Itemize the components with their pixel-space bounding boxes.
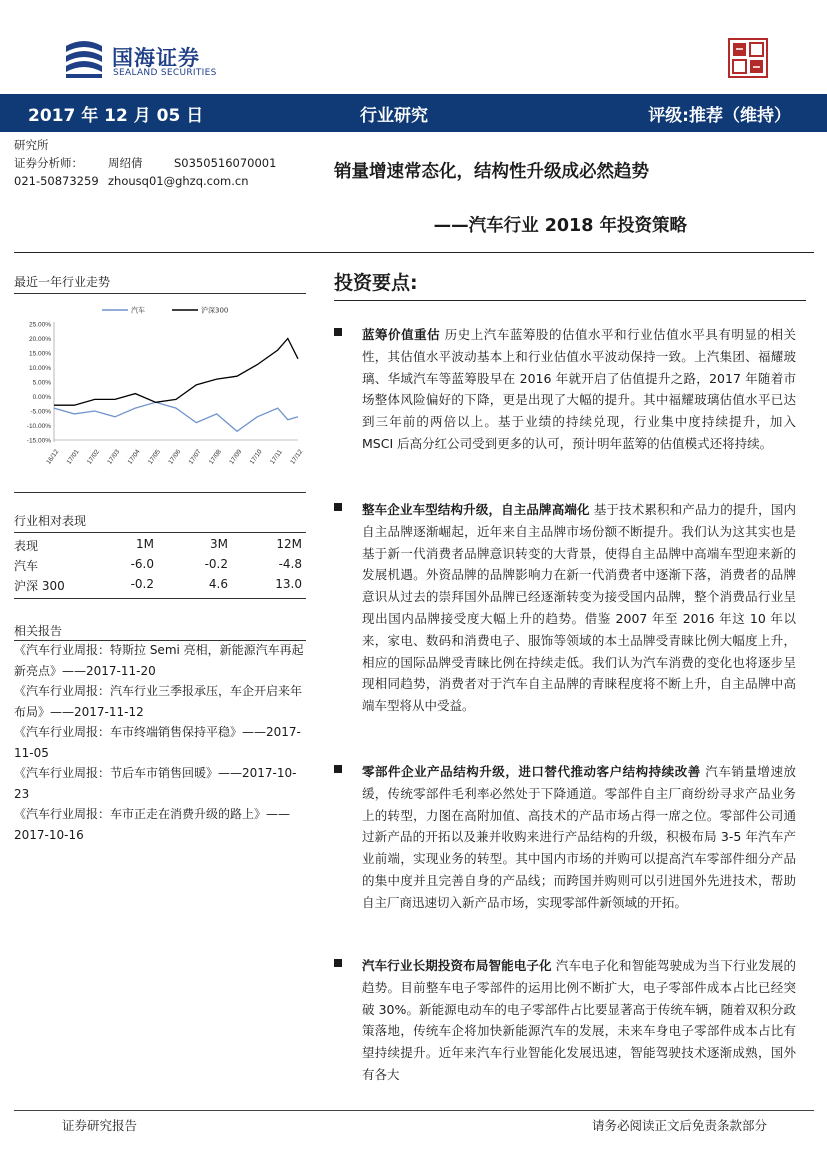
table-header-cell: 1M bbox=[136, 537, 154, 551]
highlight-lead: 蓝筹价值重估 bbox=[362, 327, 441, 342]
y-tick-label: -10.00% bbox=[26, 423, 51, 430]
y-tick-label: 10.00% bbox=[28, 365, 51, 372]
table-cell: -4.8 bbox=[278, 557, 302, 571]
relative-performance-table bbox=[14, 534, 306, 594]
table-header-cell: 3M bbox=[210, 537, 228, 551]
related-report-link[interactable]: 《汽车行业周报：节后车市销售回暖》——2017-10-23 bbox=[14, 766, 297, 801]
table-cell: -0.2 bbox=[204, 557, 228, 571]
table-cell: 13.0 bbox=[275, 577, 302, 591]
y-tick-label: 25.00% bbox=[28, 321, 51, 329]
table-cell: -0.2 bbox=[130, 577, 154, 591]
x-tick-label: 17/06 bbox=[167, 448, 183, 466]
related-report-link[interactable]: 《汽车行业周报：车市终端销售保持平稳》——2017-11-05 bbox=[14, 725, 301, 760]
highlight-text: 基于技术累积和产品力的提升，国内自主品牌逐渐崛起，近年来自主品牌市场份额不断提升。我们认为这其实也是基于新一代消费者品牌意识转变的大背景，使得自主品牌中高端车型迎来新的发展机遇。外资品牌的品牌影响力在新一代消费者中逐渐下落，消费者的品牌意识从过去的崇拜国外品牌已经逐渐转变为接受国内品牌，整个消费品行业呈现出国内品牌接受度大幅上升的趋势。借鉴 2007 年至 2016 年这 10 年以来，家电、数码和消费电子、服饰等领域的本土品牌受青睐比例大幅度上升，相应的国际品牌受青睐比例在持续走低。我们认为汽车消费的变化也将逐步呈现相同趋势，消费者对于汽车自主品牌的青睐程度将不断上升，自主品牌中高端车型将从中受益。 bbox=[362, 502, 796, 714]
report-rating: 评级:推荐（维持） bbox=[648, 106, 791, 126]
x-tick-label: 17/03 bbox=[106, 448, 122, 466]
table-row bbox=[14, 554, 306, 574]
y-tick-label: 0.00% bbox=[32, 394, 51, 401]
table-bottom-divider bbox=[14, 598, 306, 599]
relative-performance-title: 行业相对表现 bbox=[14, 514, 87, 528]
highlight-paragraph bbox=[334, 955, 796, 1086]
trend-title-divider bbox=[14, 293, 306, 294]
trend-chart-title: 最近一年行业走势 bbox=[14, 275, 111, 289]
x-tick-label: 17/12 bbox=[289, 448, 305, 466]
x-tick-label: 17/11 bbox=[269, 448, 284, 466]
x-tick-label: 17/04 bbox=[126, 448, 142, 466]
x-tick-label: 17/02 bbox=[85, 448, 101, 466]
x-tick-label: 16/12 bbox=[45, 448, 61, 466]
highlight-paragraph bbox=[334, 761, 796, 914]
square-bullet-icon bbox=[334, 328, 342, 336]
sealand-logo-icon bbox=[62, 38, 106, 80]
industry-trend-chart bbox=[14, 300, 306, 485]
highlight-lead: 零部件企业产品结构升级，进口替代推动客户结构持续改善 bbox=[362, 764, 701, 779]
report-subtitle: ——汽车行业 2018 年投资策略 bbox=[433, 216, 687, 236]
footer-divider bbox=[14, 1110, 814, 1111]
x-tick-label: 17/05 bbox=[146, 448, 162, 466]
analyst-department: 研究所 bbox=[14, 138, 49, 152]
table-cell: 沪深 300 bbox=[14, 579, 65, 593]
legend-label: 沪深300 bbox=[201, 306, 229, 315]
x-tick-label: 17/01 bbox=[65, 448, 81, 466]
y-tick-label: 20.00% bbox=[28, 336, 51, 343]
research-institute-seal-icon bbox=[728, 38, 768, 78]
highlight-text: 汽车销量增速放缓，传统零部件毛利率必然处于下降通道。零部件自主厂商纷纷寻求产品业务上的转型，力图在高附加值、高技术的产品市场占得一席之位。零部件公司通过新产品的开拓以及兼并收购来进行产品结构的升级，积极布局 3-5 年汽车产业前端，实现业务的转型。其中国内市场的并购可以提高汽车零部件细分产品的集中度并且完善自身的产品线；而跨国并购则可以引进国外先进技术，帮助自主厂商迅速切入新产品市场，实现零部件新领域的开拓。 bbox=[362, 764, 796, 910]
highlight-lead: 整车企业车型结构升级，自主品牌高端化 bbox=[362, 502, 590, 517]
report-type: 行业研究 bbox=[360, 106, 428, 126]
legend-label: 汽车 bbox=[131, 306, 145, 315]
report-header-band bbox=[0, 94, 827, 132]
related-report-link[interactable]: 《汽车行业周报：特斯拉 Semi 亮相，新能源汽车再起新亮点》——2017-11-20 bbox=[14, 643, 304, 678]
highlight-paragraph bbox=[334, 499, 796, 717]
x-tick-label: 17/10 bbox=[248, 448, 264, 466]
performance-title-divider bbox=[14, 532, 306, 533]
x-tick-label: 17/08 bbox=[207, 448, 223, 466]
logo-chinese-name: 国海证券 bbox=[112, 46, 200, 70]
highlight-text: 汽车电子化和智能驾驶成为当下行业发展的趋势。目前整车电子零部件的运用比例不断扩大，电子零部件成本占比已经突破 30%。新能源电动车的电子零部件占比要显著高于传统车辆，随着双积分政策落地，传统车企将加快新能源汽车的发展，未来车身电子零部件成本占比有望持续提升。近年来汽车行业智能化发展迅速，智能驾驶技术逐渐成熟，国外有各大 bbox=[362, 958, 796, 1082]
analyst-info bbox=[14, 136, 314, 190]
related-reports-list bbox=[14, 640, 308, 845]
analyst-license: S0350516070001 bbox=[174, 156, 277, 170]
related-reports-title: 相关报告 bbox=[14, 624, 63, 638]
x-tick-label: 17/09 bbox=[228, 448, 244, 466]
analyst-email[interactable]: zhousq01@ghzq.com.cn bbox=[108, 174, 249, 188]
related-report-link[interactable]: 《汽车行业周报：汽车行业三季报承压，车企开启来年布局》——2017-11-12 bbox=[14, 684, 303, 719]
highlights-divider bbox=[334, 300, 806, 301]
analyst-phone: 021-50873259 bbox=[14, 174, 99, 188]
square-bullet-icon bbox=[334, 959, 342, 967]
company-logo bbox=[62, 38, 262, 82]
table-cell: 汽车 bbox=[14, 559, 39, 573]
series-line-hs300 bbox=[54, 339, 298, 406]
y-tick-label: 5.00% bbox=[32, 379, 51, 387]
x-tick-label: 17/07 bbox=[187, 448, 203, 466]
highlight-lead: 汽车行业长期投资布局智能电子化 bbox=[362, 958, 552, 973]
y-tick-label: -15.00% bbox=[26, 437, 51, 445]
report-title: 销量增速常态化，结构性升级成必然趋势 bbox=[334, 162, 649, 182]
highlight-paragraph bbox=[334, 324, 796, 455]
table-row bbox=[14, 574, 306, 594]
logo-english-name: SEALAND SECURITIES bbox=[113, 68, 217, 78]
highlight-text: 历史上汽车蓝筹股的估值水平和行业估值水平具有明显的相关性，其估值水平波动基本上和行业估值水平波动保持一致。上汽集团、福耀玻璃、华域汽车等蓝筹股早在 2016 年就开启了估值提升之路，2017 年随着市场整体风险偏好的下降，更是出现了大幅的提升。其中福耀玻璃估值水平已达到三年前的两倍以上。基于业绩的持续兑现，行业集中度持续提升，加入 MSCI 后高分红公司受到更多的认可，预计明年蓝筹的估值模式还将持续。 bbox=[362, 327, 796, 451]
footer-disclaimer-link[interactable]: 请务必阅读正文后免责条款部分 bbox=[591, 1118, 767, 1133]
analyst-role: 证券分析师： bbox=[14, 156, 83, 170]
table-header-row bbox=[14, 534, 306, 554]
table-cell: 4.6 bbox=[208, 577, 228, 591]
table-header-cell: 表现 bbox=[14, 539, 39, 553]
y-tick-label: 15.00% bbox=[28, 350, 51, 358]
series-line-auto bbox=[54, 402, 298, 431]
related-report-link[interactable]: 《汽车行业周报：车市正走在消费升级的路上》——2017-10-16 bbox=[14, 807, 291, 842]
y-tick-label: -5.00% bbox=[30, 408, 51, 416]
square-bullet-icon bbox=[334, 503, 342, 511]
chart-bottom-divider bbox=[14, 492, 306, 493]
footer-left-text: 证券研究报告 bbox=[62, 1118, 138, 1133]
square-bullet-icon bbox=[334, 765, 342, 773]
table-header-cell: 12M bbox=[276, 537, 302, 551]
table-cell: -6.0 bbox=[130, 557, 154, 571]
analyst-name: 周绍倩 bbox=[108, 156, 143, 170]
report-date: 2017 年 12 月 05 日 bbox=[28, 106, 204, 126]
header-divider bbox=[14, 252, 814, 253]
investment-highlights-heading: 投资要点: bbox=[334, 272, 418, 294]
